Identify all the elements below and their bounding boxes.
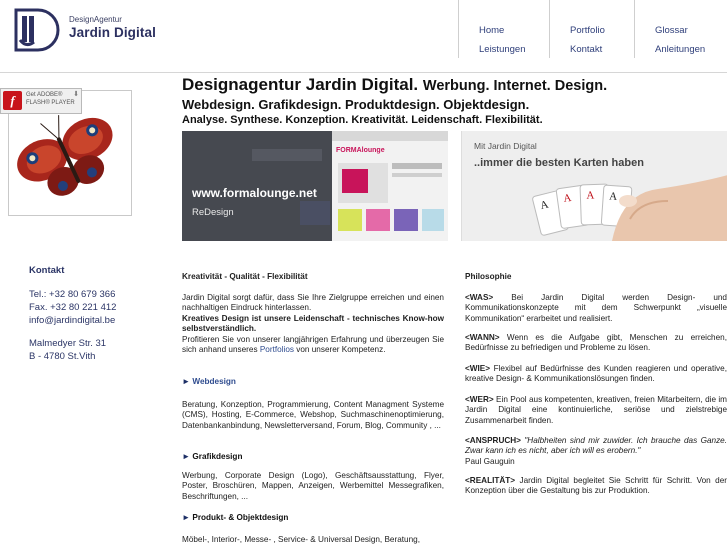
banner2-line1: Mit Jardin Digital — [474, 141, 537, 151]
mid-intro — [182, 293, 444, 355]
page-title-main: Designagentur Jardin Digital. — [182, 75, 419, 94]
philosophy-wann — [465, 333, 727, 354]
arrow-right-icon: ► — [182, 377, 191, 386]
get-flash-player-button[interactable] — [0, 88, 82, 114]
svg-text:A: A — [562, 192, 573, 205]
arrow-right-icon: ► — [182, 452, 191, 461]
philosophy-was — [465, 293, 727, 324]
svg-text:A: A — [539, 198, 550, 213]
anspruch-key: <ANSPRUCH> — [465, 436, 521, 445]
grafikdesign-heading[interactable] — [182, 452, 444, 462]
mid-intro-post: von unserer Kompetenz. — [296, 345, 386, 355]
page-title-tagline: Werbung. Internet. Design. — [422, 78, 608, 94]
nav-anleitungen[interactable]: Anleitungen — [655, 44, 706, 55]
wann-text: Wenn es die Aufgabe gibt, Menschen zu erreichen, Bedürfnisse zu befriedigen und Probleme zu lösen. — [465, 333, 727, 353]
nav-divider — [634, 0, 635, 58]
philosophy-realitaet — [465, 476, 727, 497]
svg-text:A: A — [608, 190, 618, 203]
logo-title[interactable]: Jardin Digital — [69, 25, 156, 40]
wer-key: <WER> — [465, 395, 494, 404]
philosophy-wer — [465, 395, 727, 426]
nav-glossar[interactable]: Glossar — [655, 25, 688, 36]
download-arrow-icon: ⬇ — [73, 91, 79, 98]
contact-city: B - 4780 St.Vith — [29, 351, 96, 362]
produktdesign-text: Möbel-, Interior-, Messe- , Service- & Universal Design, Beratung, — [182, 535, 420, 544]
flash-label-2: FLASH® PLAYER — [26, 100, 75, 106]
produktdesign-heading[interactable] — [182, 513, 444, 523]
webdesign-link[interactable]: Webdesign — [192, 377, 236, 386]
portfolios-link[interactable]: Portfolios — [259, 345, 294, 355]
nav-divider — [458, 0, 459, 58]
formalounge-logo: FORMAlounge — [336, 147, 385, 154]
nav-divider — [549, 0, 550, 58]
realitaet-text: Jardin Digital begleitet Sie Schritt für Schritt. Von der Konzeption über die Gestaltung bis zur Produktion. — [465, 476, 727, 496]
formalounge-banner[interactable] — [182, 131, 448, 241]
services-line: Webdesign. Grafikdesign. Produktdesign. Objektdesign. — [182, 97, 530, 112]
wie-text: Flexibel auf Bedürfnisse des Kunden reagieren und operative, kreative Design- & Kommunikationslösungen finden. — [465, 364, 727, 384]
nav-home[interactable]: Home — [479, 25, 505, 36]
flash-icon: f — [3, 91, 22, 110]
nav-leistungen[interactable]: Leistungen — [479, 44, 526, 55]
banner-subtitle: ReDesign — [192, 207, 234, 218]
grafikdesign-label: Grafikdesign — [192, 452, 243, 461]
philosophy-title: Philosophie — [465, 272, 512, 281]
philosophy-wie — [465, 364, 727, 385]
philosophy-anspruch — [465, 436, 727, 467]
contact-tel: Tel.: +32 80 679 366 — [29, 289, 116, 300]
wer-text: Ein Pool aus kompetenten, kreativen, freien Mitarbeitern, die im Jardin Digital eine kontinuierliche, seriöse und zielstrebige Zusammenarbeit finden. — [465, 395, 727, 425]
svg-text:A: A — [586, 189, 595, 202]
wann-key: <WANN> — [465, 333, 500, 342]
arrow-right-icon: ► — [182, 513, 191, 522]
produktdesign-label: Produkt- & Objektdesign — [192, 513, 289, 522]
values-line: Analyse. Synthese. Konzeption. Kreativität. Leidenschaft. Flexibilität. — [182, 114, 543, 126]
webdesign-heading[interactable] — [182, 377, 444, 387]
karten-banner[interactable] — [461, 131, 727, 241]
logo-subtitle: DesignAgentur — [69, 15, 122, 24]
banner2-line2: ..immer die besten Karten haben — [474, 157, 644, 169]
anspruch-quote: "Halbheiten sind mir zuwider. Ich brauche das Ganze. Zwar kann ich es nicht, aber ich will es erobern." — [465, 436, 727, 456]
website-screenshot — [332, 131, 448, 241]
mid-intro-bold: Kreatives Design ist unsere Leidenschaft - technisches Know-how selbstverständlich. — [182, 313, 444, 334]
page-title — [182, 75, 607, 95]
grafikdesign-text: Werbung, Corporate Design (Logo), Geschäftsausstattung, Flyer, Poster, Broschüren, Mappen, Anzeigen, Werbemittel Messegrafiken, Beschriftungen, ... — [182, 471, 444, 501]
mid-intro-text: Jardin Digital sorgt dafür, dass Sie Ihre Zielgruppe erreichen und einen nachhaltigen Eindruck hinterlassen. — [182, 293, 444, 313]
flash-label-1: Get ADOBE® — [26, 92, 63, 98]
was-text: Bei Jardin Digital werden Design- und Kommunikationskonzepte mit dem Schwerpunkt „visuelle Kommunikation“ erarbeitet und realisiert. — [465, 293, 727, 323]
contact-street: Malmedyer Str. 31 — [29, 338, 107, 349]
contact-email[interactable]: info@jardindigital.be — [29, 315, 116, 326]
banner-url: www.formalounge.net — [192, 186, 317, 200]
contact-title: Kontakt — [29, 265, 65, 276]
mid-title: Kreativität - Qualität - Flexibilität — [182, 272, 308, 281]
was-key: <WAS> — [465, 293, 494, 302]
wie-key: <WIE> — [465, 364, 491, 373]
nav-kontakt[interactable]: Kontakt — [570, 44, 603, 55]
nav-portfolio[interactable]: Portfolio — [570, 25, 605, 36]
anspruch-author: Paul Gauguin — [465, 456, 515, 466]
realitaet-key: <REALITÄT> — [465, 476, 516, 485]
logo-jd-icon — [12, 6, 62, 52]
webdesign-text: Beratung, Konzeption, Programmierung, Content Managment Systeme (CMS), Hosting, E-Commerce, Webshop, Suchmaschinenoptimierung, Datenbankanbindung, Newsletterversand, Forum, Blog, Community , ... — [182, 400, 444, 430]
contact-fax: Fax. +32 80 221 412 — [29, 302, 117, 313]
header-divider — [0, 72, 727, 73]
playing-cards-icon — [462, 131, 727, 241]
mid-intro-pre: Profitieren Sie von unserer langjährigen Erfahrung und überzeugen Sie sich anhand unseres — [182, 334, 444, 355]
logo-mark[interactable] — [12, 6, 62, 52]
